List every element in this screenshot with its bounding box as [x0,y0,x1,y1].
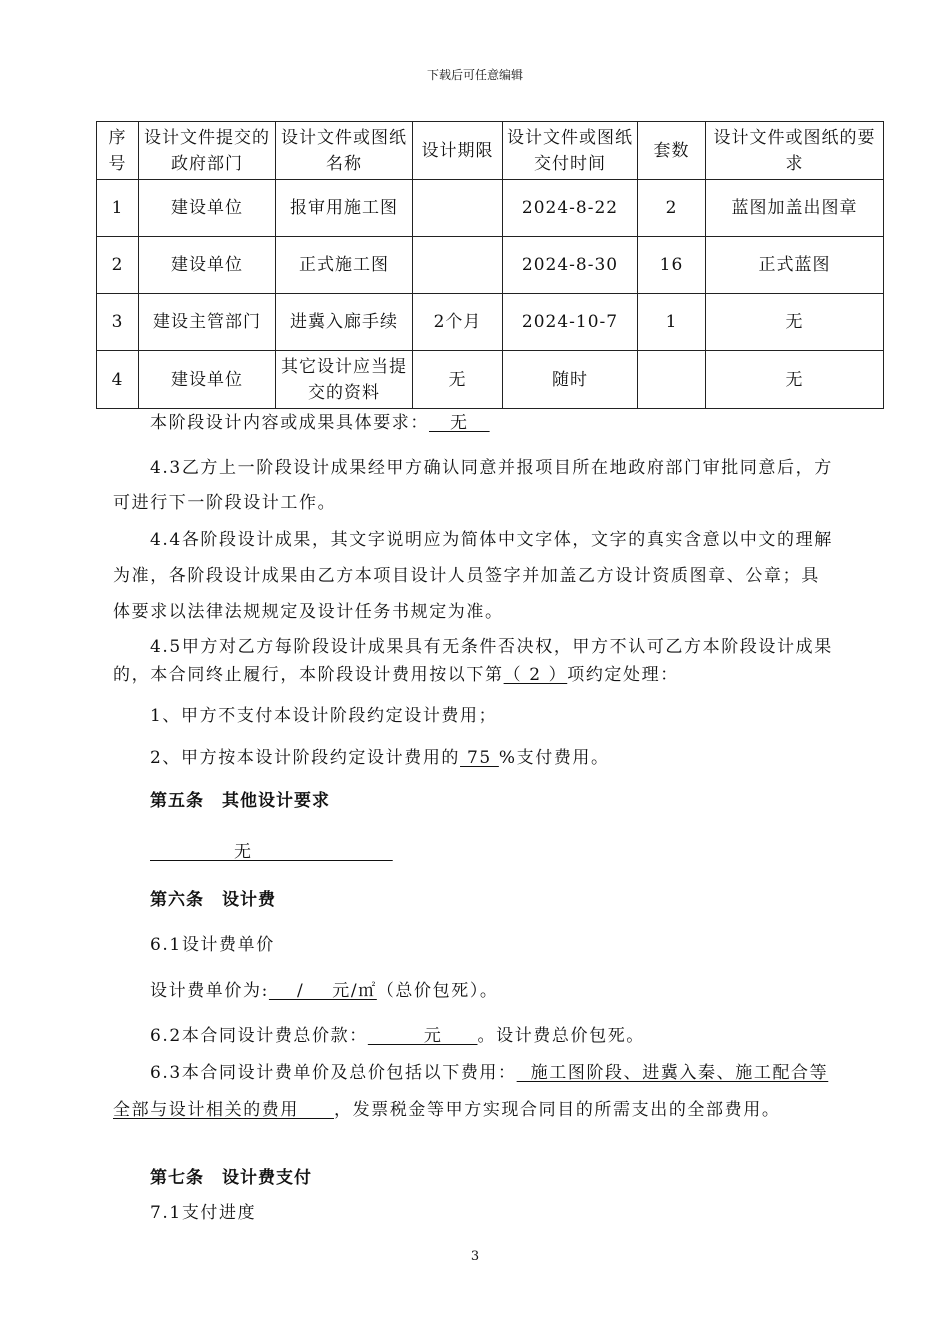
unit-price-value: / 元/㎡ [268,981,377,1001]
cell-department: 建设单位 [139,351,276,409]
unit-price-suffix: （总价包死）。 [376,981,499,1001]
total-price-suffix: 。设计费总价包死。 [477,1026,645,1046]
header-note: 下载后可任意编辑 [426,68,523,82]
cell-copies [638,351,706,409]
section-6-3-prefix: 6.3本合同设计费单价及总价包括以下费用： [150,1063,517,1083]
cell-requirements: 无 [706,351,884,409]
cell-period: 无 [413,351,503,409]
col-header-copies: 套数 [638,122,706,180]
cell-document-name: 报审用施工图 [276,180,413,237]
clause-4-5-suffix: 项约定处理： [567,665,679,685]
clause-4-3-line-1: 4.3乙方上一阶段设计成果经甲方确认同意并报项目所在地政府部门审批同意后，方 [150,458,833,478]
cell-delivery-time: 2024-8-30 [503,237,638,294]
cell-requirements: 无 [706,294,884,351]
article-7-title: 第七条 设计费支付 [150,1168,312,1188]
option-2-line [150,743,610,768]
section-6-3-value-2: 全部与设计相关的费用 [113,1100,335,1120]
section-6-1-title: 6.1设计费单价 [150,935,275,955]
page-number: 3 [470,1249,480,1264]
option-2-percent-value: 75 [460,748,499,768]
stage-requirements-label: 本阶段设计内容或成果具体要求： [150,413,429,433]
article-6-title: 第六条 设计费 [150,890,276,910]
section-6-3-value-1: 施工图阶段、进冀入秦、施工配合等 [516,1063,829,1083]
cell-index: 2 [97,237,139,294]
table-row [97,351,884,409]
col-header-period: 设计期限 [413,122,503,180]
cell-delivery-time: 2024-10-7 [503,294,638,351]
cell-period [413,237,503,294]
total-price-value: 元 [367,1026,478,1046]
col-header-department: 设计文件提交的政府部门 [139,122,276,180]
cell-index: 1 [97,180,139,237]
article-5-value [150,837,393,862]
stage-requirements-value: 无 [429,413,490,433]
table-row [97,237,884,294]
article-5-underlined-value: 无 [150,842,393,862]
stage-requirements-line [150,408,490,433]
cell-department: 建设主管部门 [139,294,276,351]
option-2-prefix: 2、甲方按本设计阶段约定设计费用的 [150,748,461,768]
cell-department: 建设单位 [139,180,276,237]
table-row [97,294,884,351]
section-6-2-line [150,1021,645,1046]
col-header-document-name: 设计文件或图纸名称 [276,122,413,180]
clause-4-5-line-2 [113,660,679,685]
cell-document-name: 进冀入廊手续 [276,294,413,351]
unit-price-label: 设计费单价为: [150,981,269,1001]
cell-delivery-time: 2024-8-22 [503,180,638,237]
table-header-row [97,122,884,180]
clause-4-4-line-3: 体要求以法律法规规定及设计任务书规定为准。 [113,602,504,622]
clause-4-3-line-2: 可进行下一阶段设计工作。 [113,493,337,513]
table-row [97,180,884,237]
option-2-suffix: %支付费用。 [498,748,610,768]
cell-period: 2个月 [413,294,503,351]
option-1-text: 1、甲方不支付本设计阶段约定设计费用； [150,706,498,726]
clause-4-5-prefix: 的，本合同终止履行，本阶段设计费用按以下第 [113,665,504,685]
cell-index: 4 [97,351,139,409]
section-6-3-line-2 [113,1095,780,1120]
cell-requirements: 蓝图加盖出图章 [706,180,884,237]
total-price-label: 6.2本合同设计费总价款： [150,1026,368,1046]
clause-4-4-line-1: 4.4各阶段设计成果，其文字说明应为简体中文字体，文字的真实含意以中文的理解 [150,530,833,550]
col-header-index: 序号 [97,122,139,180]
col-header-delivery-time: 设计文件或图纸交付时间 [503,122,638,180]
cell-department: 建设单位 [139,237,276,294]
section-6-3-line-1 [150,1058,828,1083]
cell-delivery-time: 随时 [503,351,638,409]
deliverables-table [96,121,884,409]
cell-index: 3 [97,294,139,351]
unit-price-line [150,976,499,1001]
article-5-title: 第五条 其他设计要求 [150,791,330,811]
section-7-1-title: 7.1支付进度 [150,1203,257,1223]
clause-4-4-line-2: 为准，各阶段设计成果由乙方本项目设计人员签字并加盖乙方设计资质图章、公章；具 [113,566,820,586]
section-6-3-suffix: ，发票税金等甲方实现合同目的所需支出的全部费用。 [334,1100,781,1120]
col-header-requirements: 设计文件或图纸的要求 [706,122,884,180]
clause-4-5-option-value: （ 2 ） [503,665,568,685]
cell-copies: 2 [638,180,706,237]
clause-4-5-line-1: 4.5甲方对乙方每阶段设计成果具有无条件否决权，甲方不认可乙方本阶段设计成果 [150,637,833,657]
cell-period [413,180,503,237]
cell-copies: 16 [638,237,706,294]
cell-requirements: 正式蓝图 [706,237,884,294]
cell-copies: 1 [638,294,706,351]
cell-document-name: 其它设计应当提交的资料 [276,351,413,409]
cell-document-name: 正式施工图 [276,237,413,294]
